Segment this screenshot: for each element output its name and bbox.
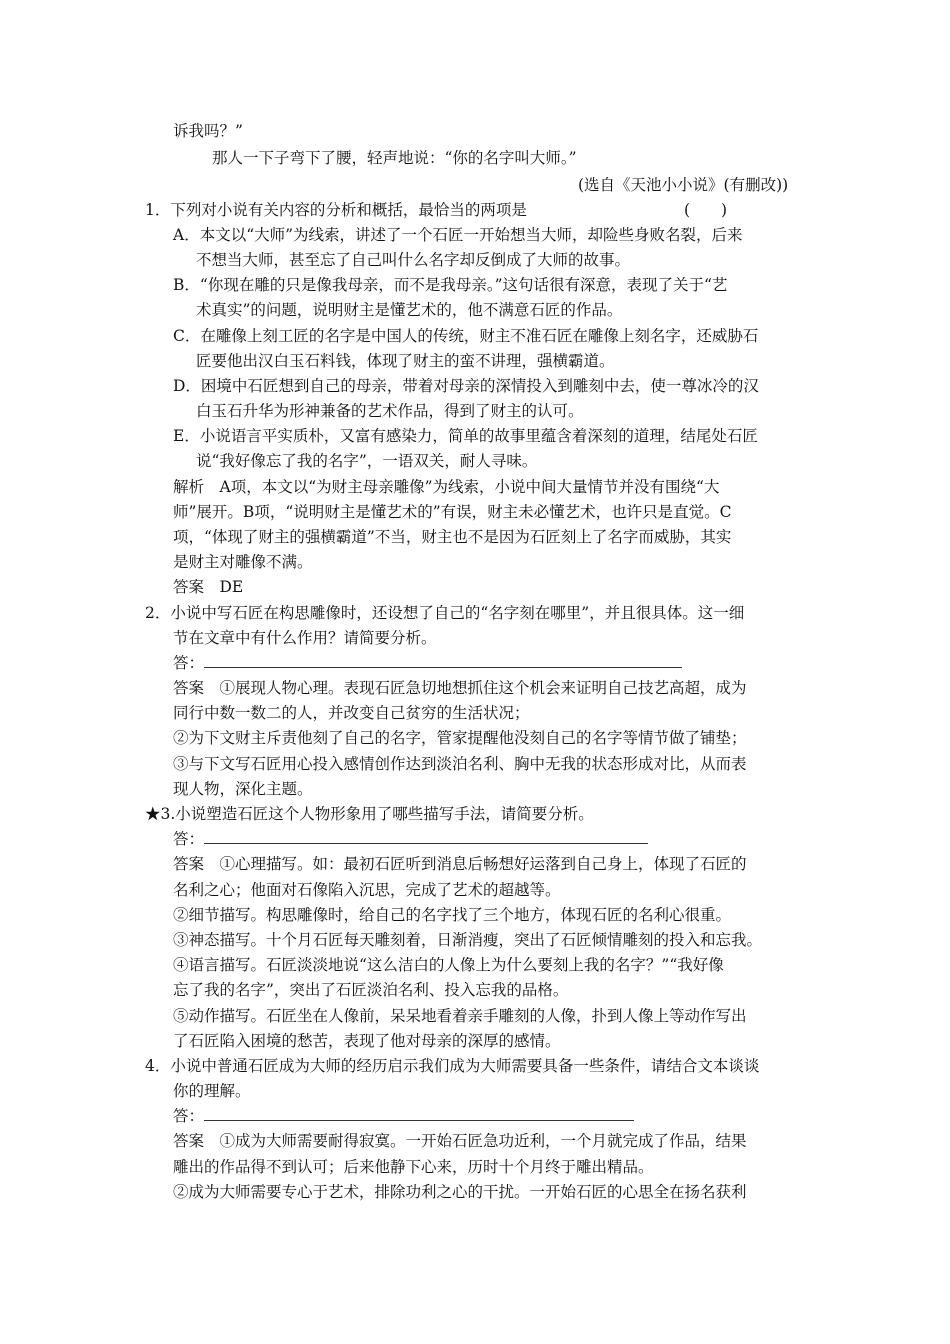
answer-line: 名利之心；他面对石像陷入沉思，完成了艺术的超越等。 (173, 881, 561, 899)
answer-field-3 (173, 829, 648, 849)
answer-line: 答案 ①成为大师需要耐得寂寞。一开始石匠急功近利，一个月就完成了作品，结果 (173, 1132, 747, 1150)
passage-source: (选自《天池小小说》(有删改)) (578, 176, 789, 194)
analysis-line: 解析 A项，本文以“为财主母亲雕像”为线索，小说中间大量情节并没有围绕“大 (173, 478, 720, 496)
answer-blank (204, 829, 648, 844)
answer-blank (204, 653, 682, 668)
option-d-line: 白玉石升华为形神兼备的艺术作品，得到了财主的认可。 (196, 402, 584, 420)
answer-prompt: 答： (173, 830, 205, 848)
question-2-stem: 节在文章中有什么作用？请简要分析。 (173, 629, 437, 647)
answer-line: 雕出的作品得不到认可；后来他静下心来，历时十个月终于雕出精品。 (173, 1158, 654, 1176)
analysis-line: 项，“体现了财主的强横霸道”不当，财主也不是因为石匠刻上了名字而威胁，其实 (173, 528, 732, 546)
answer-line: ③与下文写石匠用心投入感情创作达到淡泊名利、胸中无我的状态形成对比，从而表 (173, 755, 747, 773)
answer-line: ④语言描写。石匠淡淡地说“这么洁白的人像上为什么要刻上我的名字？”“我好像 (173, 956, 724, 974)
option-a-line: 不想当大师，甚至忘了自己叫什么名字却反倒成了大师的故事。 (196, 251, 631, 269)
option-d-line: D．困境中石匠想到自己的母亲，带着对母亲的深情投入到雕刻中去，使一尊冰冷的汉 (173, 377, 759, 395)
answer-line: 答案 ①展现人物心理。表现石匠急切地想抓住这个机会来证明自己技艺高超，成为 (173, 679, 747, 697)
answer-prompt: 答： (173, 1107, 205, 1125)
question-4-stem: 你的理解。 (173, 1082, 251, 1100)
passage-line: 那人一下子弯下了腰，轻声地说：“你的名字叫大师。” (212, 149, 577, 167)
answer-field-2 (173, 653, 682, 673)
answer-line: 忘了我的名字”，突出了石匠淡泊名利、投入忘我的品格。 (173, 981, 569, 999)
option-b-line: 术真实”的问题，说明财主是懂艺术的，他不满意石匠的作品。 (196, 301, 623, 319)
option-a-line: A．本文以“大师”为线索，讲述了一个石匠一开始想当大师，却险些身败名裂，后来 (173, 226, 743, 244)
option-e-line: 说“我好像忘了我的名字”，一语双关，耐人寻味。 (196, 452, 538, 470)
answer-line: 答案 ①心理描写。如：最初石匠听到消息后畅想好运落到自己身上，体现了石匠的 (173, 855, 747, 873)
answer-line: ②细节描写。构思雕像时，给自己的名字找了三个地方，体现石匠的名利心很重。 (173, 906, 732, 924)
answer-line: 同行中数一数二的人，并改变自己贫穷的生活状况； (173, 704, 530, 722)
question-4-stem: 4．小说中普通石匠成为大师的经历启示我们成为大师需要具备一些条件，请结合文本谈谈 (145, 1057, 760, 1075)
question-1-answer-bracket: ( ) (684, 201, 728, 219)
passage-line: 诉我吗？” (173, 122, 243, 140)
option-c-line: 匠要他出汉白玉石料钱，体现了财主的蛮不讲理，强横霸道。 (196, 352, 615, 370)
answer-line: ②为下文财主斥责他刻了自己的名字，管家提醒他没刻自己的名字等情节做了铺垫； (173, 729, 747, 747)
answer-line: 答案 DE (173, 578, 244, 596)
analysis-line: 师”展开。B项，“说明财主是懂艺术的”有误，财主未必懂艺术，也许只是直觉。C (173, 503, 732, 521)
answer-field-4 (173, 1106, 634, 1126)
question-1-stem: 1．下列对小说有关内容的分析和概括，最恰当的两项是 (145, 201, 527, 219)
answer-line: 了石匠陷入困境的愁苦，表现了他对母亲的深厚的感情。 (173, 1032, 561, 1050)
question-2-stem: 2．小说中写石匠在构思雕像时，还设想了自己的“名字刻在哪里”，并且很具体。这一细 (145, 604, 745, 622)
option-b-line: B．“你现在雕的只是像我母亲，而不是我母亲。”这句话很有深意，表现了关于“艺 (173, 276, 728, 294)
answer-prompt: 答： (173, 654, 205, 672)
option-c-line: C．在雕像上刻工匠的名字是中国人的传统，财主不准石匠在雕像上刻名字，还威胁石 (173, 327, 759, 345)
question-3-stem: ★3.小说塑造石匠这个人物形象用了哪些描写手法，请简要分析。 (145, 805, 594, 823)
option-e-line: E．小说语言平实质朴，又富有感染力，简单的故事里蕴含着深刻的道理，结尾处石匠 (173, 427, 758, 445)
analysis-line: 是财主对雕像不满。 (173, 553, 313, 571)
answer-line: ②成为大师需要专心于艺术，排除功利之心的干扰。一开始石匠的心思全在扬名获利 (173, 1183, 747, 1201)
answer-line: ⑤动作描写。石匠坐在人像前，呆呆地看着亲手雕刻的人像，扑到人像上等动作写出 (173, 1007, 747, 1025)
answer-blank (204, 1106, 634, 1121)
answer-line: 现人物，深化主题。 (173, 780, 313, 798)
answer-line: ③神态描写。十个月石匠每天雕刻着，日渐消瘦，突出了石匠倾情雕刻的投入和忘我。 (173, 931, 763, 949)
